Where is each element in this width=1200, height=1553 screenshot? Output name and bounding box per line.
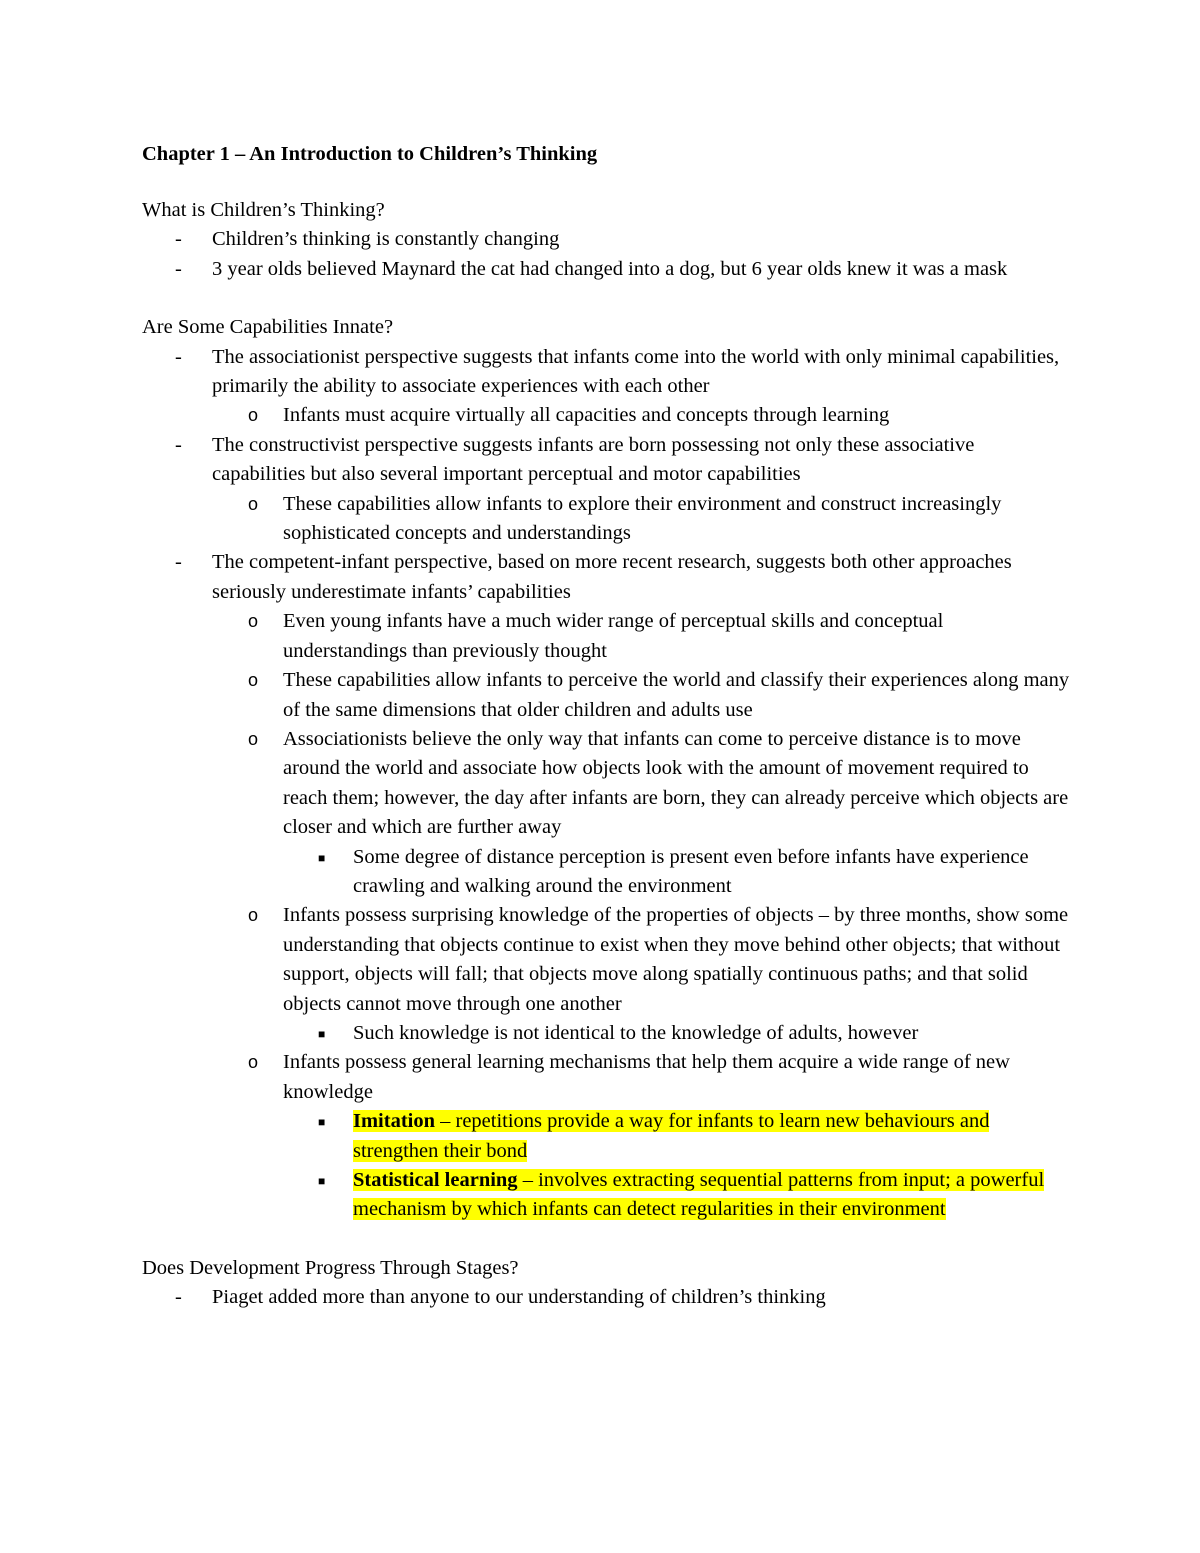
list-item	[142, 1283, 1072, 1312]
list-item-text: Such knowledge is not identical to the knowledge of adults, however	[353, 1021, 919, 1044]
list-item-text: Some degree of distance perception is present even before infants have experience crawling and walking around the environment	[353, 845, 1029, 897]
section-spacer	[142, 1225, 1072, 1254]
circle-bullet-icon: o	[248, 493, 259, 514]
list-item	[142, 401, 1072, 430]
list-item-text: Infants possess surprising knowledge of the properties of objects – by three months, show some understanding that objects continue to exist when they move behind other objects; that without support, objects will fall; that objects move along spatially continuous paths; and that solid objects cannot move through one another	[283, 904, 1069, 1015]
page-title: Chapter 1 – An Introduction to Children’s Thinking	[142, 143, 598, 165]
sections-container	[142, 196, 1072, 1313]
list-item-text	[353, 1169, 1044, 1220]
list-item-text: Infants must acquire virtually all capacities and concepts through learning	[283, 404, 890, 427]
list-item-text: Infants possess general learning mechanisms that help them acquire a wide range of new knowledge	[283, 1051, 1010, 1103]
list-item	[142, 343, 1072, 402]
section-spacer	[142, 284, 1072, 313]
list-item-text: Piaget added more than anyone to our understanding of children’s thinking	[212, 1286, 826, 1309]
list-item	[142, 1048, 1072, 1107]
list-item-text: Even young infants have a much wider range of perceptual skills and conceptual understandings than previously thought	[283, 610, 944, 662]
circle-bullet-icon: o	[248, 405, 259, 426]
list-item-text: The constructivist perspective suggests infants are born possessing not only these associative capabilities but also several important perceptual and motor capabilities	[212, 433, 975, 486]
list-item	[142, 225, 1072, 254]
dash-bullet-icon: -	[175, 228, 182, 251]
key-term: Imitation	[353, 1110, 435, 1133]
section-heading: Are Some Capabilities Innate?	[142, 316, 394, 339]
list-item-text: These capabilities allow infants to perceive the world and classify their experiences along many of the same dimensions that older children and adults use	[283, 669, 1070, 721]
list-item	[142, 901, 1072, 1019]
circle-bullet-icon: o	[248, 611, 259, 632]
term-definition: – repetitions provide a way for infants to learn new behaviours and strengthen their bond	[353, 1110, 990, 1162]
list-item-text: The associationist perspective suggests that infants come into the world with only minimal capabilities, primarily the ability to associate experiences with each other	[212, 345, 1060, 398]
list-item	[142, 1166, 1072, 1225]
square-bullet-icon: ■	[318, 850, 326, 865]
dash-bullet-icon: -	[175, 1286, 182, 1309]
list-item	[142, 1107, 1072, 1166]
list-item	[142, 666, 1072, 725]
dash-bullet-icon: -	[175, 345, 182, 368]
square-bullet-icon: ■	[318, 1174, 326, 1188]
document-page	[142, 138, 1072, 1313]
list-item	[142, 490, 1072, 549]
section-heading: Does Development Progress Through Stages?	[142, 1256, 519, 1279]
circle-bullet-icon: o	[248, 728, 259, 749]
list-item	[142, 1019, 1072, 1048]
list-item	[142, 255, 1072, 284]
list-item	[142, 607, 1072, 666]
key-term: Statistical learning	[353, 1169, 518, 1191]
circle-bullet-icon: o	[248, 1052, 259, 1073]
spacer	[142, 170, 1072, 196]
list-item-text: 3 year olds believed Maynard the cat had changed into a dog, but 6 year olds knew it was a mask	[212, 257, 1008, 280]
list-item-text: These capabilities allow infants to explore their environment and construct increasingly sophisticated concepts and understandings	[283, 492, 1002, 545]
dash-bullet-icon: -	[175, 551, 182, 574]
term-definition: – involves extracting sequential patterns from input; a powerful mechanism by which infants can detect regularities in their environment	[353, 1169, 1045, 1221]
list-item-text: Children’s thinking is constantly changing	[212, 228, 560, 251]
dash-bullet-icon: -	[175, 257, 182, 280]
dash-bullet-icon: -	[175, 433, 182, 456]
list-item-text: The competent-infant perspective, based on more recent research, suggests both other approaches seriously underestimate infants’ capabilities	[212, 551, 1012, 603]
circle-bullet-icon: o	[248, 905, 259, 926]
list-item	[142, 548, 1072, 607]
section-heading: What is Children’s Thinking?	[142, 199, 385, 221]
list-item-text: Associationists believe the only way that infants can come to perceive distance is to move around the world and associate how objects look with the amount of movement required to reach them; however, the day after infants are born, they can already perceive which objects are closer and which are further away	[283, 727, 1069, 839]
list-item	[142, 431, 1072, 490]
square-bullet-icon: ■	[318, 1115, 326, 1130]
list-item	[142, 843, 1072, 902]
list-item-text	[353, 1110, 989, 1161]
circle-bullet-icon: o	[248, 670, 259, 691]
square-bullet-icon: ■	[318, 1026, 326, 1041]
list-item	[142, 725, 1072, 843]
